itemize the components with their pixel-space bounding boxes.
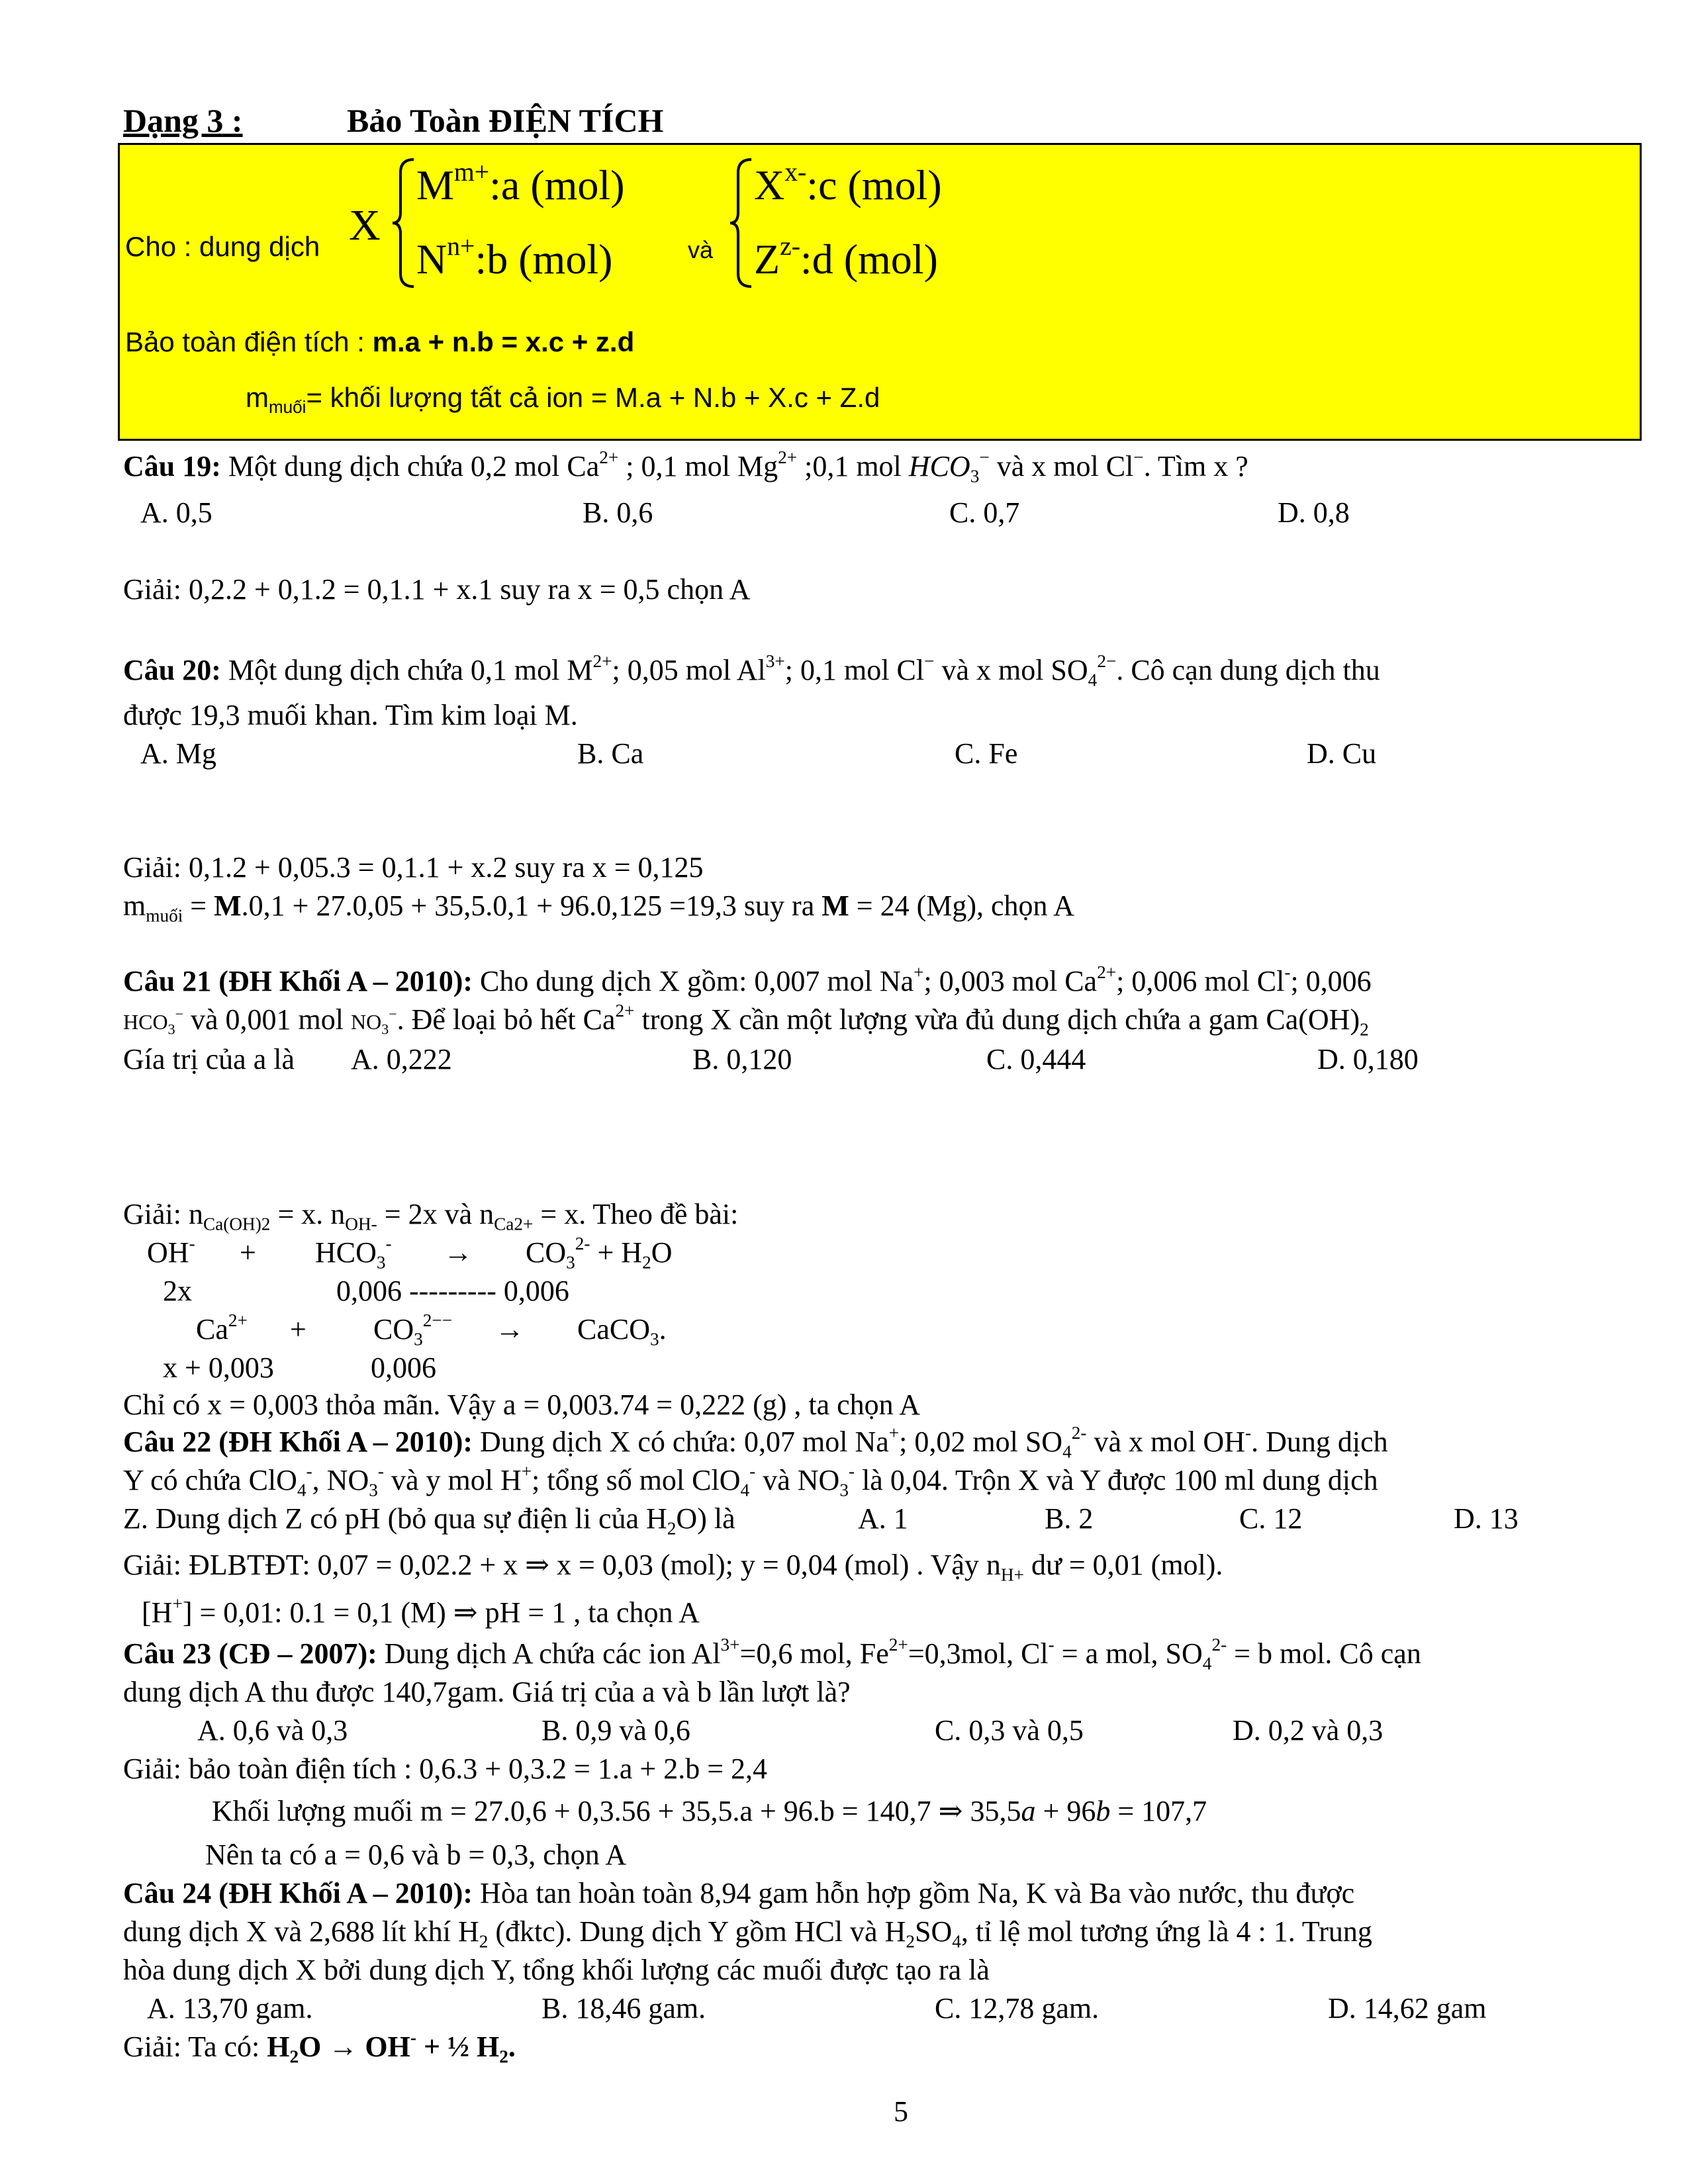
q21-eq1-plus: + [240,1236,256,1269]
q21-option-a: A. 0,222 [351,1043,452,1075]
q20-option-b: B. Ca [577,737,644,770]
question-21: Câu 21 (ĐH Khối A – 2010): Cho dung dịch X gồm: 0,007 mol Na+; 0,003 mol $Ca^{2+}$; 0,006 mol Cl-; 0,006 [123,962,1372,997]
q21-eq2-plus: + [290,1313,306,1345]
cation-m: $M^{m+}:a$ (mol) [416,158,625,208]
q23-option-a: A. 0,6 và 0,3 [197,1714,348,1747]
q24-option-b: B. 18,46 gam. [541,1992,706,2025]
q24-option-d: D. 14,62 gam [1328,1992,1487,2025]
q21-line-2: $HCO_3^-$ và 0,001 mol $NO_3^-$. Để loại bỏ hết $Ca^{2+}$ trong X cần một lượng vừa đủ dung dịch chứa a gam $Ca(OH)_2$ [123,1000,1369,1040]
q19-option-d: D. 0,8 [1278,496,1350,529]
q21-question: Gía trị của a là [123,1043,295,1075]
anion-x: $X^{x-}:c$ (mol) [754,158,942,208]
salt-mass-formula: $m_{muối}=$ khối lượng tất cả ion = M.a + N.b + X.c + Z.d [246,382,880,418]
q23-option-c: C. 0,3 và 0,5 [935,1714,1084,1747]
q23-option-b: B. 0,9 và 0,6 [541,1714,690,1747]
cation-n: $N^{n+}:b$ (mol) [416,232,613,283]
q19-option-b: B. 0,6 [583,496,653,529]
q21-row2-a: 2x [163,1275,192,1307]
q21-eq1-products: $CO_3^{2-} + H_2O$ [526,1233,673,1273]
q20-option-c: C. Fe [955,737,1018,770]
given-label: Cho : dung dịch [125,231,320,262]
q19-solution: Giải: 0,2.2 + 0,1.2 = 0,1.1 + x.1 suy ra x = 0,5 chọn A [123,573,751,606]
question-22: Câu 22 (ĐH Khối A – 2010): Dung dịch X có chứa: 0,07 mol Na+; 0,02 mol $SO_4^{2-}$ và x mol OH-. Dung dịch [123,1422,1388,1462]
q23-solution-3: Nên ta có a = 0,6 và b = 0,3, chọn A [205,1839,627,1871]
q22-option-c: C. 12 [1239,1502,1303,1535]
q21-solution-1: Giải: $n_{Ca(OH)2} = x$. $n_{OH-} = 2x$ và $n_{Ca2+} = x$. Theo đề bài: [123,1198,739,1234]
q19-option-c: C. 0,7 [949,496,1020,529]
q19-option-a: A. 0,5 [140,496,212,529]
q24-line-2: dung dịch X và 2,688 lít khí $H_2$ (đktc). Dung dịch Y gồm HCl và $H_2SO_4$, tỉ lệ mol tương ứng là 4 : 1. Trung [123,1915,1372,1952]
q20-solution-1: Giải: 0,1.2 + 0,05.3 = 0,1.1 + x.2 suy ra x = 0,125 [123,851,704,884]
q24-option-a: A. 13,70 gam. [147,1992,313,2025]
q24-option-c: C. 12,78 gam. [935,1992,1100,2025]
charge-conservation: Bảo toàn điện tích : m.a + n.b = x.c + z.d [125,326,635,357]
solution-letter: X [349,201,381,250]
q21-eq1-oh: OH- [147,1233,195,1269]
question-24: Câu 24 (ĐH Khối A – 2010): Hòa tan hoàn toàn 8,94 gam hỗn hợp gồm Na, K và Ba vào nước, thu được [123,1877,1355,1909]
q21-row4-b: 0,006 [371,1351,436,1384]
section-label: Dạng 3 : [123,102,243,139]
q24-line-3: hòa dung dịch X bởi dung dịch Y, tổng khối lượng các muối được tạo ra là [123,1954,990,1986]
q23-solution-2: Khối lượng muối m = 27.0,6 + 0,3.56 + 35,5.a + 96.b = 140,7 ⇒ 35,5a + 96b = 107,7 [212,1795,1207,1827]
question-20: Câu 20: Một dung dịch chứa 0,1 mol $M^{2+}$; 0,05 mol $Al^{3+}$; 0,1 mol Cl− và x mol $SO_4^{2-}$. Cô cạn dung dịch thu [123,651,1380,690]
q21-eq2-ca: $Ca^{2+}$ [196,1310,248,1345]
anion-z: $Z^{z-}:d$ (mol) [754,232,938,283]
q22-option-b: B. 2 [1045,1502,1094,1535]
q21-conclusion: Chỉ có x = 0,003 thỏa mãn. Vậy a = 0,003.74 = 0,222 (g) , ta chọn A [123,1388,921,1421]
q23-option-d: D. 0,2 và 0,3 [1233,1714,1383,1747]
formula-box [118,143,1642,441]
q21-eq2-co3: $CO_3^{2--}$ [373,1310,453,1349]
q23-solution-1: Giải: bảo toàn điện tích : 0,6.3 + 0,3.2 = 1.a + 2.b = 2,4 [123,1752,768,1785]
q24-solution: Giải: Ta có: $H_2O \to OH^-$ + ½ $H_2$. [123,2027,516,2067]
q22-line-3: Z. Dung dịch Z có pH (bỏ qua sự điện li của $H_2O$) là [123,1502,735,1539]
q21-eq2-arrow: → [495,1313,524,1345]
q21-eq1-arrow: → [444,1236,473,1269]
q21-eq2-caco3: CaCO$_3$. [577,1313,667,1349]
page-number: 5 [894,2095,908,2128]
q21-option-d: D. 0,180 [1317,1043,1419,1075]
section-title: Bảo Toàn ĐIỆN TÍCH [347,102,664,139]
q22-option-d: D. 13 [1454,1502,1519,1535]
q20-line-2: được 19,3 muối khan. Tìm kim loại M. [123,699,578,731]
q21-eq1-hco3: $HCO_3^-$ [315,1233,392,1273]
q22-line-2: Y có chứa ClO$_4$-, $NO_3^-$ và y mol H+; tổng số mol ClO$_4$- và $NO_3^-$ là 0,04. Trộn X và Y được 100 ml dung dịch [123,1461,1378,1500]
q22-option-a: A. 1 [858,1502,908,1535]
and-word: và [688,236,714,263]
right-brace-icon [727,157,754,289]
q21-row4-a: x + 0,003 [163,1351,274,1384]
q22-solution-1: Giải: ĐLBTĐT: 0,07 = 0,02.2 + x ⇒ x = 0,03 (mol); y = 0,04 (mol) . Vậy $n_{H+}$ dư = 0,01 (mol). [123,1549,1223,1585]
left-brace-icon [390,157,416,289]
q21-option-c: C. 0,444 [986,1043,1086,1075]
q21-option-b: B. 0,120 [692,1043,792,1075]
question-19: Câu 19: Một dung dịch chứa 0,2 mol $Ca^{2+}$ ; 0,1 mol $Mg^{2+}$ ;0,1 mol $HCO_3^-$ và x mol Cl−. Tìm x ? [123,447,1248,486]
q20-option-d: D. Cu [1307,737,1377,770]
q20-option-a: A. Mg [140,737,216,770]
q21-row2-b: 0,006 --------- 0,006 [336,1275,569,1307]
q23-line-2: dung dịch A thu được 140,7gam. Giá trị của a và b lần lượt là? [123,1676,851,1708]
q22-solution-2: [H+] = 0,01: 0.1 = 0,1 (M) ⇒ pH = 1 , ta chọn A [142,1593,700,1629]
question-23: Câu 23 (CĐ – 2007): Dung dịch A chứa các ion $Al^{3+}=0,6$ mol, $Fe^{2+}=0,3mol$, Cl- = a mol, $SO_4^{2-} = b$ mol. Cô cạn [123,1634,1421,1674]
q20-solution-2: $m_{muối} = M.0,1 + 27.0,05 + 35,5.0,1 + 96.0,125 =19,3$ suy ra M = 24 (Mg), chọn A [123,889,1074,926]
